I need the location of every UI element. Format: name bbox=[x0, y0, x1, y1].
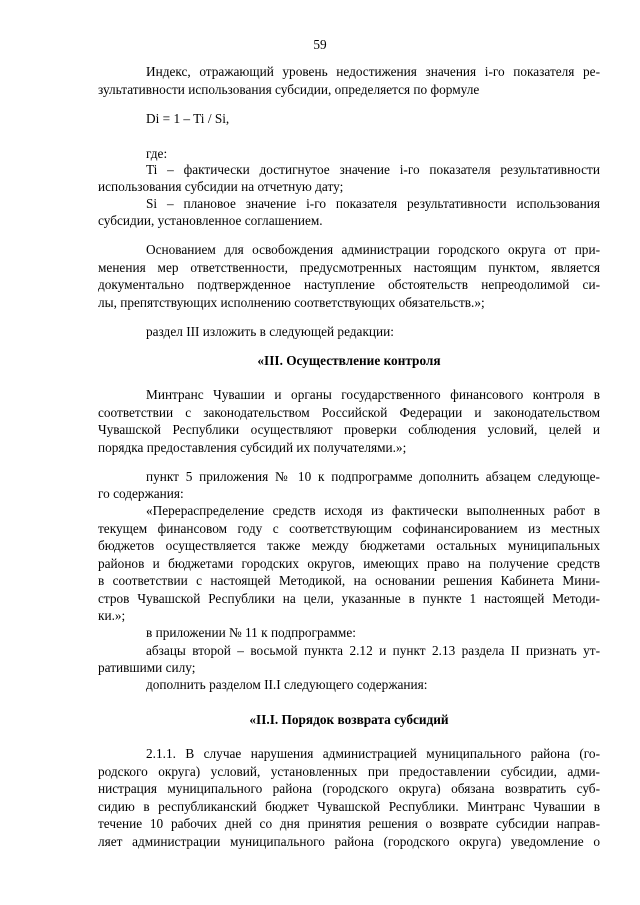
text-line: течение 10 рабочих дней со дня принятия решения о возврате субсидии направ- bbox=[98, 816, 600, 831]
text-line: «Перераспределение средств исходя из фактически выполненных работ в bbox=[146, 503, 600, 518]
text-line: дополнить разделом II.I следующего содержания: bbox=[146, 677, 428, 692]
text-line: Основанием для освобождения администрации городского округа от при- bbox=[146, 242, 600, 257]
text-line: Ti – фактически достигнутое значение i-го показателя результативности bbox=[146, 162, 600, 177]
text-line: порядка предоставления субсидий их получателями.»; bbox=[98, 440, 407, 455]
text-line: субсидии, установленное соглашением. bbox=[98, 213, 323, 228]
text-line: ратившими силу; bbox=[98, 660, 196, 675]
section-heading: «II.I. Порядок возврата субсидий bbox=[249, 712, 449, 727]
text-line: в соответствии с настоящей Методикой, на основании решения Кабинета Мини- bbox=[98, 573, 600, 588]
text-line: текущем финансовом году с соответствующим софинансированием из местных bbox=[98, 521, 600, 536]
text-line: абзацы второй – восьмой пункта 2.12 и пункт 2.13 раздела II признать ут- bbox=[146, 643, 600, 658]
text-line: ки.»; bbox=[98, 608, 126, 623]
text-line: раздел III изложить в следующей редакции: bbox=[146, 324, 394, 339]
text-line: использования субсидии на отчетную дату; bbox=[98, 179, 344, 194]
text-line: зультативности использования субсидии, определяется по формуле bbox=[98, 82, 480, 97]
text-line: родского округа) условий, установленных при предоставлении субсидии, адми- bbox=[98, 764, 600, 779]
text-line: в приложении № 11 к подпрограмме: bbox=[146, 625, 356, 640]
text-line: районов и бюджетами городских округов, имеющих право на получение средств bbox=[98, 556, 600, 571]
text-line: го содержания: bbox=[98, 486, 184, 501]
text-line: Индекс, отражающий уровень недостижения значения i-го показателя ре- bbox=[146, 64, 600, 79]
section-heading: «III. Осуществление контроля bbox=[257, 353, 441, 368]
text-line: ляет администрации муниципального района (городского округа) уведомление о bbox=[98, 834, 600, 849]
text-line: сидию в республиканский бюджет Чувашской Республики. Минтранс Чувашии в bbox=[98, 799, 600, 814]
text-line: где: bbox=[146, 146, 168, 161]
text-line: соответствии с законодательством Российской Федерации и законодательством bbox=[98, 405, 600, 420]
text-line: Чувашской Республики осуществляют проверки соблюдения условий, целей и bbox=[98, 422, 600, 437]
text-line: лы, препятствующих исполнению соответствующих обязательств.»; bbox=[98, 295, 485, 310]
text-line: Si – плановое значение i-го показателя результативности использования bbox=[146, 196, 600, 211]
text-line: документально подтвержденное наступление обстоятельств непреодолимой си- bbox=[98, 277, 600, 292]
text-line: стров Чувашской Республики на цели, указанные в пункте 1 настоящей Методи- bbox=[98, 591, 600, 606]
text-line: Минтранс Чувашии и органы государственного финансового контроля в bbox=[146, 387, 600, 402]
text-line: 2.1.1. В случае нарушения администрацией муниципального района (го- bbox=[146, 746, 600, 761]
text-line: менения мер ответственности, предусмотренных настоящим пунктом, является bbox=[98, 260, 600, 275]
page-number: 59 bbox=[313, 37, 327, 52]
text-line: нистрация муниципального района (городского округа) обязана возвратить суб- bbox=[98, 781, 600, 796]
text-line: бюджетов осуществляется также между бюджетами остальных муниципальных bbox=[98, 538, 600, 553]
text-line: пункт 5 приложения № 10 к подпрограмме дополнить абзацем следующе- bbox=[146, 469, 600, 484]
text-line: Di = 1 – Ti / Si, bbox=[146, 111, 230, 126]
